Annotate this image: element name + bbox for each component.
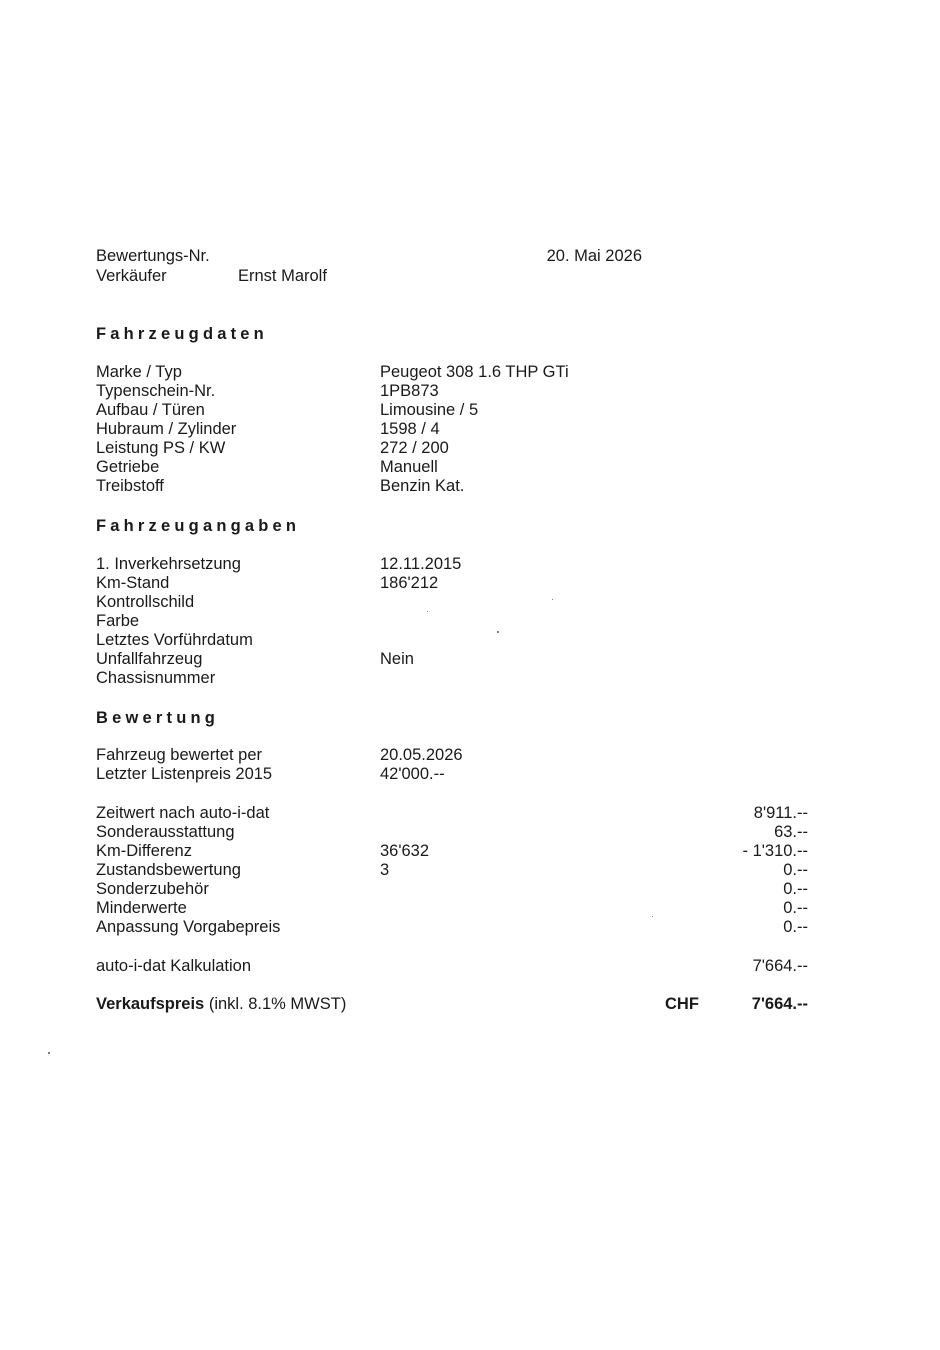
row-label: Km-Stand bbox=[96, 574, 170, 592]
sale-price-amount: 7'664.-- bbox=[751, 995, 808, 1013]
row-value: Peugeot 308 1.6 THP GTi bbox=[380, 363, 569, 381]
calc-row-label: Sonderausstattung bbox=[96, 823, 235, 841]
row-label: Farbe bbox=[96, 612, 140, 630]
row-value: 1PB873 bbox=[380, 382, 439, 400]
calc-row-label: Zustandsbewertung bbox=[96, 861, 241, 879]
calc-row-label: Minderwerte bbox=[96, 899, 187, 917]
scan-speck bbox=[652, 916, 653, 917]
row-label: Leistung PS / KW bbox=[96, 439, 226, 457]
section-title-fahrzeugdaten: Fahrzeugdaten bbox=[96, 325, 268, 343]
seller-name: Ernst Marolf bbox=[238, 267, 327, 285]
row-label: Marke / Typ bbox=[96, 363, 182, 381]
row-label: Hubraum / Zylinder bbox=[96, 420, 237, 438]
calc-row-amount: 63.-- bbox=[774, 823, 808, 841]
row-label: Kontrollschild bbox=[96, 593, 195, 611]
calc-row-amount: - 1'310.-- bbox=[742, 842, 808, 860]
calc-row-value: 3 bbox=[380, 861, 390, 879]
row-value: Nein bbox=[380, 650, 414, 668]
row-value: 272 / 200 bbox=[380, 439, 449, 457]
row-label: Typenschein-Nr. bbox=[96, 382, 216, 400]
row-value: 186'212 bbox=[380, 574, 439, 592]
row-value: 1598 / 4 bbox=[380, 420, 440, 438]
calc-row-label: Sonderzubehör bbox=[96, 880, 209, 898]
row-value: 20.05.2026 bbox=[380, 746, 463, 764]
row-value: 12.11.2015 bbox=[380, 555, 462, 573]
sale-price-line bbox=[96, 995, 346, 1014]
calc-row-amount: 0.-- bbox=[783, 880, 808, 898]
row-label: Letztes Vorführdatum bbox=[96, 631, 253, 649]
scan-speck bbox=[427, 611, 428, 612]
row-label: Treibstoff bbox=[96, 477, 164, 495]
calc-row-amount: 0.-- bbox=[783, 861, 808, 879]
row-label: Fahrzeug bewertet per bbox=[96, 746, 263, 764]
calc-row-value: 36'632 bbox=[380, 842, 430, 860]
row-value: Limousine / 5 bbox=[380, 401, 479, 419]
row-value: Manuell bbox=[380, 458, 438, 476]
row-label: Unfallfahrzeug bbox=[96, 650, 203, 668]
document-date: 20. Mai 2026 bbox=[546, 247, 642, 265]
scan-speck bbox=[497, 631, 499, 633]
calc-row-amount: 0.-- bbox=[783, 918, 808, 936]
calc-row-label: Zeitwert nach auto-i-dat bbox=[96, 804, 270, 822]
calculation-amount: 7'664.-- bbox=[752, 957, 808, 975]
scan-speck bbox=[48, 1052, 50, 1054]
calc-row-label: Km-Differenz bbox=[96, 842, 192, 860]
sale-price-label: Verkaufspreis bbox=[96, 995, 205, 1013]
row-label: Chassisnummer bbox=[96, 669, 216, 687]
calc-row-label: Anpassung Vorgabepreis bbox=[96, 918, 281, 936]
scan-speck bbox=[552, 599, 553, 600]
row-label: 1. Inverkehrsetzung bbox=[96, 555, 241, 573]
valuation-no-label: Bewertungs-Nr. bbox=[96, 247, 210, 265]
row-label: Aufbau / Türen bbox=[96, 401, 205, 419]
row-label: Letzter Listenpreis 2015 bbox=[96, 765, 273, 783]
currency-label: CHF bbox=[665, 995, 699, 1013]
row-value: Benzin Kat. bbox=[380, 477, 465, 495]
row-label: Getriebe bbox=[96, 458, 160, 476]
section-title-bewertung: Bewertung bbox=[96, 709, 220, 727]
calc-row-amount: 8'911.-- bbox=[753, 804, 808, 822]
calculation-label: auto-i-dat Kalkulation bbox=[96, 957, 252, 975]
sale-price-note: (inkl. 8.1% MWST) bbox=[204, 995, 347, 1013]
seller-label: Verkäufer bbox=[96, 267, 167, 285]
section-title-fahrzeugangaben: Fahrzeugangaben bbox=[96, 517, 301, 535]
row-value: 42'000.-- bbox=[380, 765, 445, 783]
calc-row-amount: 0.-- bbox=[783, 899, 808, 917]
